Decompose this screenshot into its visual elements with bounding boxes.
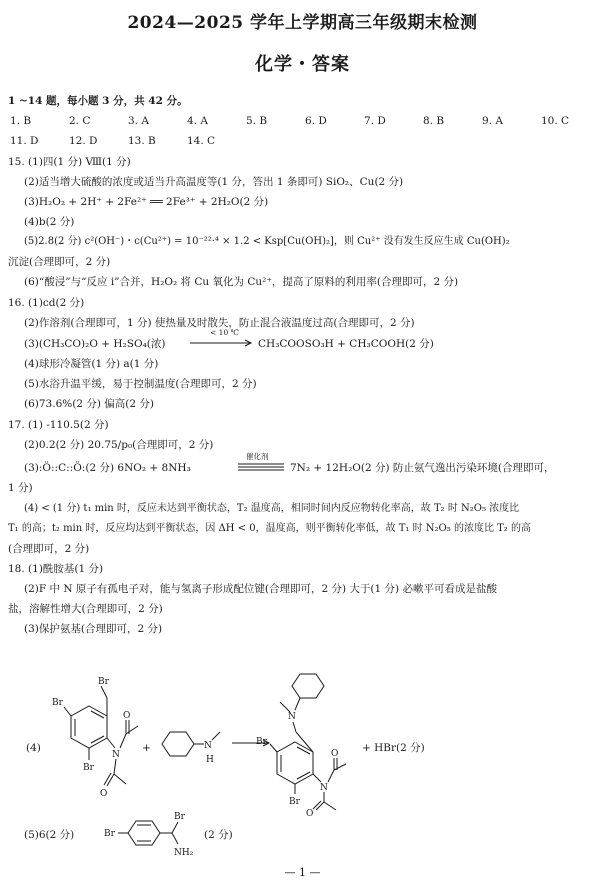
atom-n: N <box>288 712 296 722</box>
q16-line-1: 16. (1)cd(2 分) <box>8 297 85 309</box>
isomer-structure <box>104 808 200 860</box>
atom-br: Br <box>83 763 94 773</box>
q16-line-2: (2)作溶剂(合理即可，1 分) 使热量及时散失，防止混合液温度过高(合理即可，2 分) <box>24 317 415 329</box>
atom-nh2: NH₂ <box>174 848 194 858</box>
intro-line: 1 ~14 题，每小题 3 分，共 42 分。 <box>8 95 188 107</box>
reactant-1-structure <box>52 660 144 810</box>
q15-line-6: 沉淀(合理即可，2 分) <box>8 256 111 268</box>
answer-10: 10. C <box>541 115 570 127</box>
document-subtitle: 化学・答案 <box>255 54 350 75</box>
q15-line-3: (3)H₂O₂ + 2H⁺ + 2Fe²⁺ ══ 2Fe³⁺ + 2H₂O(2 分) <box>24 196 269 208</box>
answer-1: 1. B <box>10 115 32 127</box>
q18-line-1: 18. (1)酰胺基(1 分) <box>8 563 104 575</box>
q18-line-4: (3)保护氨基(合理即可，2 分) <box>24 623 163 635</box>
atom-o: O <box>100 789 108 799</box>
q16-line-3b: CH₃COOSO₃H + CH₃COOH(2 分) <box>258 338 434 350</box>
q16-line-4: (4)球形冷凝管(1 分) a(1 分) <box>24 358 159 370</box>
answer-6: 6. D <box>305 115 327 127</box>
page-number: — 1 — <box>284 866 321 879</box>
plus-sign: + <box>142 742 151 754</box>
q17-line-3b: 7N₂ + 12H₂O(2 分) 防止氨气逸出污染环境(合理即可， <box>290 462 555 474</box>
q16-arrow-condition: < 10 ℃ <box>210 328 239 337</box>
q15-line-4: (4)b(2 分) <box>24 216 75 228</box>
q17-line-4: 1 分) <box>8 482 33 494</box>
equilibrium-sign-icon <box>238 462 286 471</box>
atom-br: Br <box>289 797 300 807</box>
atom-o: O <box>306 809 314 819</box>
atom-br: Br <box>52 698 63 708</box>
answer-11: 11. D <box>10 135 39 147</box>
q18-4-byproduct: + HBr(2 分) <box>362 742 425 754</box>
atom-o: O <box>123 711 131 721</box>
atom-n: N <box>320 783 328 793</box>
atom-br: Br <box>104 829 115 839</box>
q16-line-5: (5)水浴升温平缓，易于控制温度(合理即可，2 分) <box>24 378 257 390</box>
atom-n: N <box>204 741 212 751</box>
atom-br: Br <box>256 737 267 747</box>
answer-4: 4. A <box>187 115 208 127</box>
q17-line-5: (4) < (1 分) t₁ min 时，反应未达到平衡状态，T₂ 温度高，相同时间内反应物转化率高，故 T₂ 时 N₂O₅ 浓度比 <box>24 503 520 514</box>
answer-13: 13. B <box>128 135 156 147</box>
product-structure <box>256 648 358 819</box>
q18-line-3: 盐，溶解性增大(合理即可，2 分) <box>8 603 163 615</box>
answer-9: 9. A <box>482 115 503 127</box>
q18-4-label: (4) <box>26 742 41 754</box>
q18-5-label: (5)6(2 分) <box>24 829 75 841</box>
answer-8: 8. B <box>423 115 445 127</box>
q15-line-2: (2)适当增大硫酸的浓度或适当升高温度等(1 分，答出 1 条即可) SiO₂、Cu(2 分) <box>24 176 404 188</box>
q18-line-2: (2)F 中 N 原子有孤电子对，能与氢离子形成配位键(合理即可，2 分) 大于(1 分) 必嗽平可看成是盐酸 <box>24 583 497 595</box>
q15-line-1: 15. (1)四(1 分) Ⅷ(1 分) <box>8 156 131 168</box>
q15-line-5: (5)2.8(2 分) c²(OH⁻)・c(Cu²⁺) = 10⁻²²·⁴ × 1.2 < Ksp[Cu(OH)₂]，则 Cu²⁺ 没有发生反应生成 Cu(OH)₂ <box>24 236 510 247</box>
answer-12: 12. D <box>69 135 98 147</box>
atom-o: O <box>331 749 339 759</box>
answer-2: 2. C <box>69 115 91 127</box>
q18-5-points: (2 分) <box>204 829 233 841</box>
q17-line-2: (2)0.2(2 分) 20.75/p₀(合理即可，2 分) <box>24 439 214 451</box>
answer-3: 3. A <box>128 115 149 127</box>
q17-arrow-condition: 催化剂 <box>246 452 269 461</box>
answer-14: 14. C <box>187 135 216 147</box>
answer-7: 7. D <box>364 115 386 127</box>
atom-h: H <box>206 755 214 765</box>
reaction-arrow-icon <box>190 339 254 347</box>
q17-line-3a: (3):Ö::C::Ö:(2 分) 6NO₂ + 8NH₃ <box>24 462 191 474</box>
q17-line-7: (合理即可，2 分) <box>8 543 90 555</box>
reactant-2-structure <box>152 718 224 768</box>
answer-5: 5. B <box>246 115 268 127</box>
answers-row-1 <box>10 114 600 128</box>
q17-line-1: 17. (1) -110.5(2 分) <box>8 419 109 431</box>
atom-n: N <box>112 750 120 760</box>
q15-line-7: (6)“酸浸”与“反应 i”合并，H₂O₂ 将 Cu 氧化为 Cu²⁺，提高了原料的利用率(合理即可，2 分) <box>24 276 459 288</box>
atom-br: Br <box>174 812 185 822</box>
answers-row-2 <box>10 134 246 148</box>
q17-line-6: T₁ 的高；t₂ min 时，反应均达到平衡状态，因 ΔH < 0，温度高，则平衡转化率低，故 T₁ 时 N₂O₅ 的浓度比 T₂ 的高 <box>8 523 531 534</box>
q16-line-3a: (3)(CH₃CO)₂O + H₂SO₄(浓) <box>24 338 166 350</box>
q16-line-6: (6)73.6%(2 分) 偏高(2 分) <box>24 398 154 410</box>
atom-br: Br <box>98 677 109 687</box>
document-title: 2024—2025 学年上学期高三年级期末检测 <box>127 13 478 33</box>
